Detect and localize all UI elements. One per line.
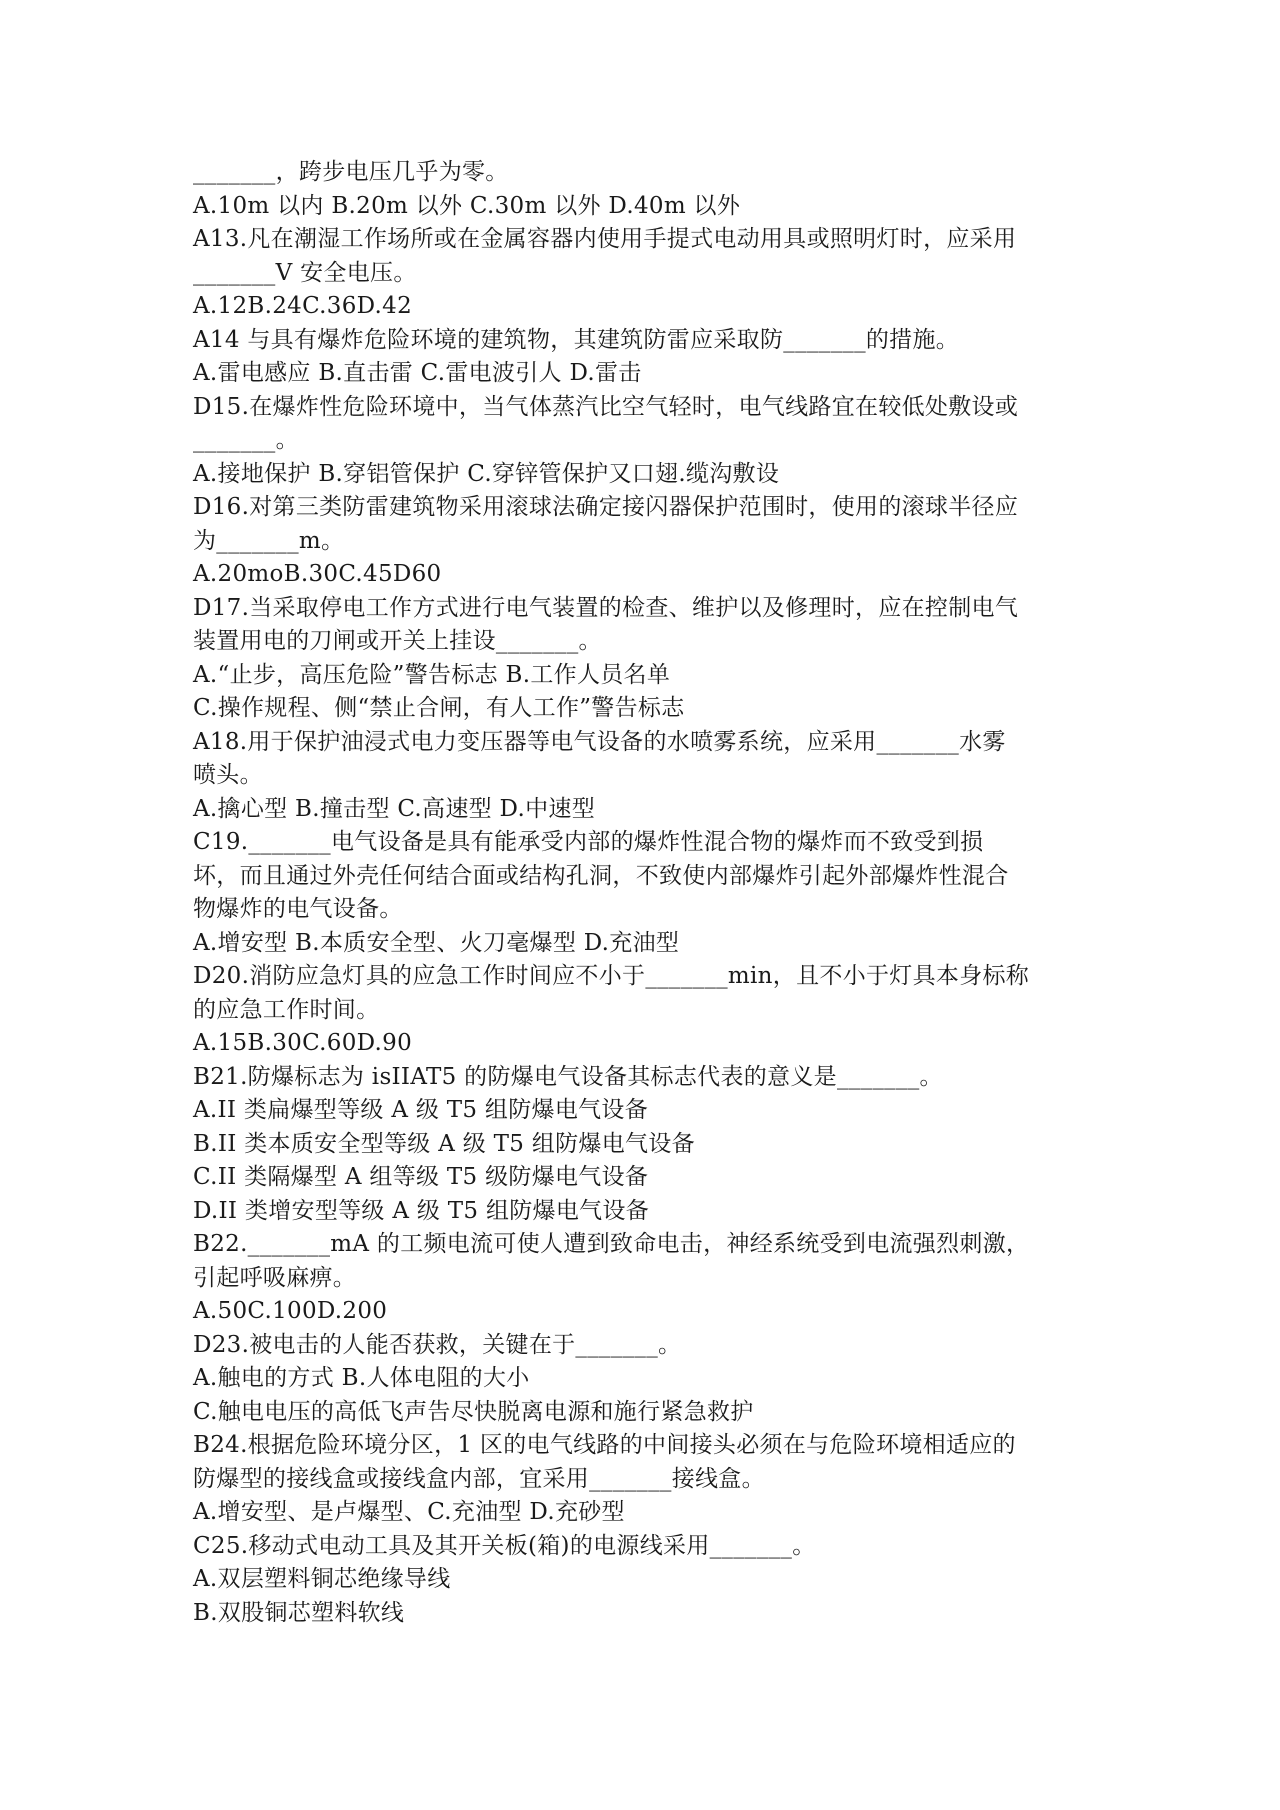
text-line: D20.消防应急灯具的应急工作时间应不小于_______min，且不小于灯具本身标称 — [193, 963, 1030, 989]
text-line: A.双层塑料铜芯绝缘导线 — [193, 1566, 451, 1592]
text-line: A.12B.24C.36D.42 — [193, 293, 413, 319]
text-line: 物爆炸的电气设备。 — [193, 896, 403, 922]
text-line: 引起呼吸麻痹。 — [193, 1264, 357, 1291]
text-line: A.擒心型 B.撞击型 C.高速型 D.中速型 — [193, 795, 595, 822]
text-line: A.10m 以内 B.20m 以外 C.30m 以外 D.40m 以外 — [193, 192, 741, 219]
text-line: C.II 类隔爆型 A 组等级 T5 级防爆电气设备 — [193, 1164, 649, 1190]
text-line: 装置用电的刀闸或开关上挂设_______。 — [193, 628, 602, 654]
text-line: 坏，而且通过外壳任何结合面或结构孔洞，不致使内部爆炸引起外部爆炸性混合 — [193, 862, 1009, 889]
text-line: D16.对第三类防雷建筑物采用滚球法确定接闪器保护范围时，使用的滚球半径应 — [193, 494, 1019, 520]
text-line: B22._______mA 的工频电流可使人遭到致命电击，神经系统受到电流强烈刺激， — [193, 1231, 1030, 1257]
text-line: A.20moB.30C.45D60 — [193, 561, 442, 587]
text-line: 的应急工作时间。 — [193, 996, 380, 1023]
text-line: A.增安型、是卢爆型、C.充油型 D.充砂型 — [193, 1499, 625, 1525]
text-line: A14 与具有爆炸危险环境的建筑物，其建筑防雷应采取防_______的措施。 — [193, 326, 960, 353]
text-line: A18.用于保护油浸式电力变压器等电气设备的水喷雾系统，应采用_______水雾 — [193, 728, 1006, 755]
text-line: C.操作规程、侧“禁止合闸，有人工作”警告标志 — [193, 695, 685, 721]
text-line: A.触电的方式 B.人体电阻的大小 — [193, 1365, 530, 1391]
text-line: D15.在爆炸性危险环境中，当气体蒸汽比空气轻时，电气线路宜在较低处敷设或 — [193, 393, 1019, 420]
text-line: _______V 安全电压。 — [193, 259, 417, 286]
text-line: C.触电电压的高低飞声告尽快脱离电源和施行紧急救护 — [193, 1398, 754, 1425]
text-line: A13.凡在潮湿工作场所或在金属容器内使用手提式电动用具或照明灯时，应采用 — [193, 226, 1017, 252]
text-line: 为_______m。 — [193, 527, 345, 554]
text-line: 喷头。 — [193, 762, 263, 788]
text-line: B21.防爆标志为 isIIAT5 的防爆电气设备其标志代表的意义是_______。 — [193, 1063, 943, 1090]
text-line: A.II 类扁爆型等级 A 级 T5 组防爆电气设备 — [193, 1097, 649, 1123]
text-line: A.增安型 B.本质安全型、火刀毫爆型 D.充油型 — [193, 929, 680, 956]
text-line: B.II 类本质安全型等级 A 级 T5 组防爆电气设备 — [193, 1130, 695, 1157]
text-line: _______，跨步电压几乎为零。 — [193, 159, 509, 185]
text-line: A.接地保护 B.穿铝管保护 C.穿锌管保护又口翅.缆沟敷设 — [193, 460, 780, 487]
text-line: _______。 — [193, 427, 299, 453]
text-line: D.II 类增安型等级 A 级 T5 组防爆电气设备 — [193, 1197, 650, 1224]
text-line: 防爆型的接线盒或接线盒内部，宜采用_______接线盒。 — [193, 1465, 765, 1492]
text-line: B24.根据危险环境分区，1 区的电气线路的中间接头必须在与危险环境相适应的 — [193, 1432, 1016, 1458]
text-line: D17.当采取停电工作方式进行电气装置的检查、维护以及修理时，应在控制电气 — [193, 594, 1019, 621]
text-line: A.“止步，高压危险”警告标志 B.工作人员名单 — [193, 661, 671, 688]
text-line: C19._______电气设备是具有能承受内部的爆炸性混合物的爆炸而不致受到损 — [193, 829, 984, 855]
text-line: D23.被电击的人能否获救，关键在于_______。 — [193, 1331, 682, 1358]
text-line: C25.移动式电动工具及其开关板(箱)的电源线采用_______。 — [193, 1532, 816, 1559]
document-body — [193, 156, 1093, 1630]
text-line: A.雷电感应 B.直击雷 C.雷电波引人 D.雷击 — [193, 360, 642, 386]
text-line: A.50C.100D.200 — [193, 1298, 388, 1324]
text-line: B.双股铜芯塑料软线 — [193, 1599, 405, 1626]
text-line: A.15B.30C.60D.90 — [193, 1030, 413, 1056]
